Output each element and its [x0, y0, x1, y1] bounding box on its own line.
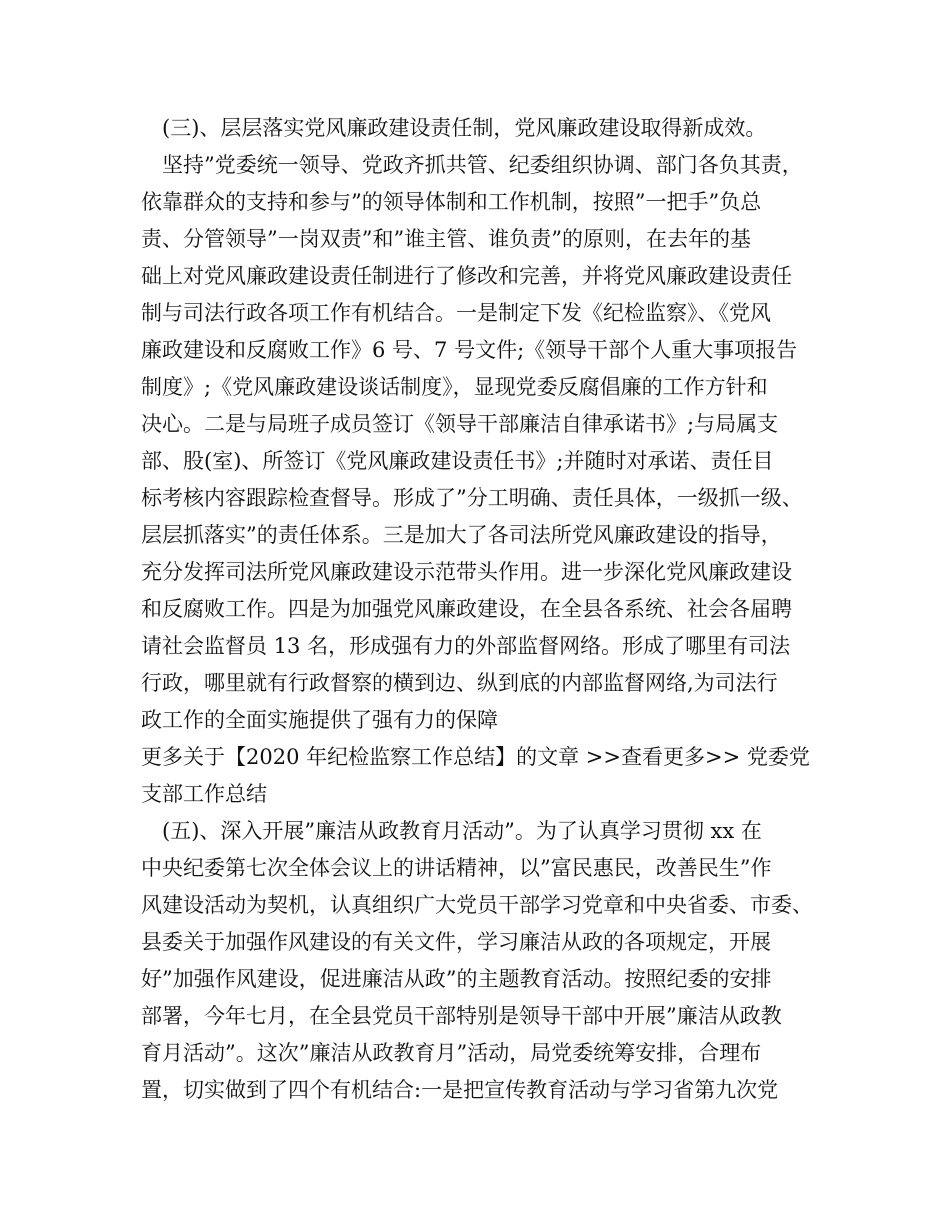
paragraph-line: 置，切实做到了四个有机结合:一是把宣传教育活动与学习省第九次党 — [141, 1078, 779, 1102]
paragraph-line: 部署，今年七月，在全县党员干部特别是领导干部中开展”廉洁从政教 — [141, 1004, 782, 1028]
paragraph-line: 政工作的全面实施提供了强有力的保障 — [141, 708, 498, 732]
paragraph-line: 部、股(室)、所签订《党风廉政建设责任书》;并随时对承诺、责任目 — [141, 449, 774, 473]
paragraph-line: 层层抓落实”的责任体系。三是加大了各司法所党风廉政建设的指导， — [141, 523, 782, 547]
paragraph-line: 行政，哪里就有行政督察的横到边、纵到底的内部监督网络,为司法行 — [141, 671, 778, 695]
paragraph-line: 依靠群众的支持和参与”的领导体制和工作机制，按照”一把手”负总 — [141, 190, 762, 214]
paragraph-line: 风建设活动为契机，认真组织广大党员干部学习党章和中央省委、市委、 — [141, 893, 813, 917]
paragraph-line: 决心。二是与局班子成员签订《领导干部廉洁自律承诺书》;与局属支 — [141, 412, 779, 436]
paragraph-line: 坚持”党委统一领导、党政齐抓共管、纪委组织协调、部门各负其责， — [162, 153, 803, 177]
paragraph-line: 标考核内容跟踪检查督导。形成了”分工明确、责任具体，一级抓一级、 — [141, 486, 803, 510]
paragraph-line: 县委关于加强作风建设的有关文件，学习廉洁从政的各项规定，开展 — [141, 930, 771, 954]
section-heading-three: (三)、层层落实党风廉政建设责任制，党风廉政建设取得新成效。 — [162, 116, 767, 140]
more-articles-link-continued[interactable]: 支部工作总结 — [141, 782, 267, 806]
paragraph-line: 好”加强作风建设，促进廉洁从政”的主题教育活动。按照纪委的安排 — [141, 967, 772, 991]
paragraph-line: 育月活动”。这次”廉洁从政教育月”活动，局党委统筹安排，合理布 — [141, 1041, 762, 1065]
paragraph-line: 制与司法行政各项工作有机结合。一是制定下发《纪检监察》、《党风 — [141, 301, 771, 325]
paragraph-line: 制度》;《党风廉政建设谈话制度》，显现党委反腐倡廉的工作方针和 — [141, 375, 768, 399]
paragraph-line: 责、分管领导”一岗双责”和”谁主管、谁负责”的原则，在去年的基 — [141, 227, 751, 251]
paragraph-line: 廉政建设和反腐败工作》6 号、7 号文件;《领导干部个人重大事项报告 — [141, 338, 798, 362]
paragraph-line: 中央纪委第七次全体会议上的讲话精神，以”富民惠民，改善民生”作 — [141, 856, 772, 880]
section-heading-five: (五)、深入开展”廉洁从政教育月活动”。为了认真学习贯彻 xx 在 — [162, 819, 762, 843]
paragraph-line: 和反腐败工作。四是为加强党风廉政建设，在全县各系统、社会各届聘 — [141, 597, 792, 621]
paragraph-line: 请社会监督员 13 名，形成强有力的外部监督网络。形成了哪里有司法 — [141, 634, 791, 658]
paragraph-line: 础上对党风廉政建设责任制进行了修改和完善，并将党风廉政建设责任 — [141, 264, 792, 288]
paragraph-line: 充分发挥司法所党风廉政建设示范带头作用。进一步深化党风廉政建设 — [141, 560, 792, 584]
more-articles-link[interactable]: 更多关于【2020 年纪检监察工作总结】的文章 >>查看更多>> 党委党 — [141, 745, 810, 769]
